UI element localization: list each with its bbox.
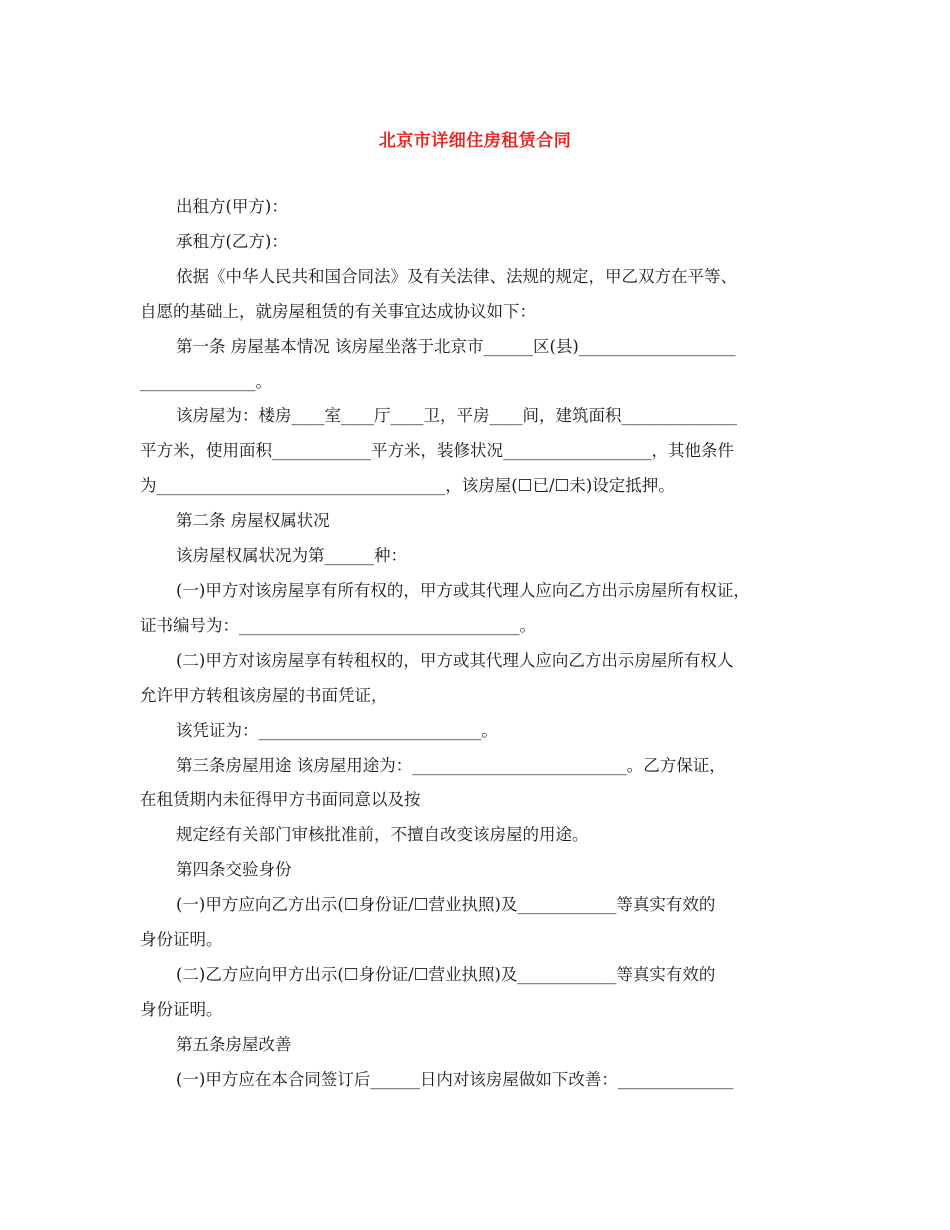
article-2-heading: 第二条 房屋权属状况 — [176, 511, 330, 530]
ownership-case-2-cont: 允许甲方转租该房屋的书面凭证， — [140, 686, 388, 705]
ownership-type-line: 该房屋权属状况为第______种： — [176, 546, 407, 565]
identity-case-2: (二)乙方应向甲方出示(☐身份证/☐营业执照)及____________等真实有效的 — [176, 965, 716, 984]
preamble-line-1: 依据《中华人民共和国合同法》及有关法律、法规的规定，甲乙双方在平等、 — [176, 267, 737, 286]
identity-case-1: (一)甲方应向乙方出示(☐身份证/☐营业执照)及____________等真实有效的 — [176, 895, 716, 914]
article-3-heading: 第三条房屋用途 该房屋用途为：__________________________。乙方保证， — [176, 756, 726, 775]
identity-case-2-cont: 身份证明。 — [140, 1000, 223, 1019]
document-title: 北京市详细住房租赁合同 — [378, 131, 572, 151]
house-detail-line-1: 该房屋为：楼房____室____厅____卫，平房____间，建筑面积______________ — [176, 406, 737, 425]
voucher-line: 该凭证为：___________________________。 — [176, 721, 498, 740]
article-4-heading: 第四条交验身份 — [176, 860, 292, 879]
preamble-line-2: 自愿的基础上，就房屋租赁的有关事宜达成协议如下： — [140, 302, 536, 321]
house-detail-line-2: 平方米，使用面积____________平方米，装修状况__________________，其他条件 — [140, 441, 734, 460]
improvement-case-1: (一)甲方应在本合同签订后______日内对该房屋做如下改善：______________ — [176, 1070, 734, 1089]
identity-case-1-cont: 身份证明。 — [140, 930, 223, 949]
article-1-heading: 第一条 房屋基本情况 该房屋坐落于北京市______区(县)___________________ — [176, 337, 736, 356]
certificate-no-line: 证书编号为：__________________________________。 — [140, 616, 536, 635]
ownership-case-2: (二)甲方对该房屋享有转租权的，甲方或其代理人应向乙方出示房屋所有权人 — [176, 651, 734, 670]
ownership-case-1: (一)甲方对该房屋享有所有权的，甲方或其代理人应向乙方出示房屋所有权证， — [176, 581, 750, 600]
article-1-cont: ______________。 — [140, 372, 272, 391]
house-detail-line-3: 为___________________________________，该房屋(☐已/☐未)设定抵押。 — [140, 476, 675, 495]
article-5-heading: 第五条房屋改善 — [176, 1035, 292, 1054]
article-3-cont-1: 在租赁期内未征得甲方书面同意以及按 — [140, 790, 421, 809]
article-3-cont-2: 规定经有关部门审核批准前，不擅自改变该房屋的用途。 — [176, 825, 589, 844]
lessee-line: 承租方(乙方)： — [176, 232, 288, 251]
lessor-line: 出租方(甲方)： — [176, 197, 288, 216]
